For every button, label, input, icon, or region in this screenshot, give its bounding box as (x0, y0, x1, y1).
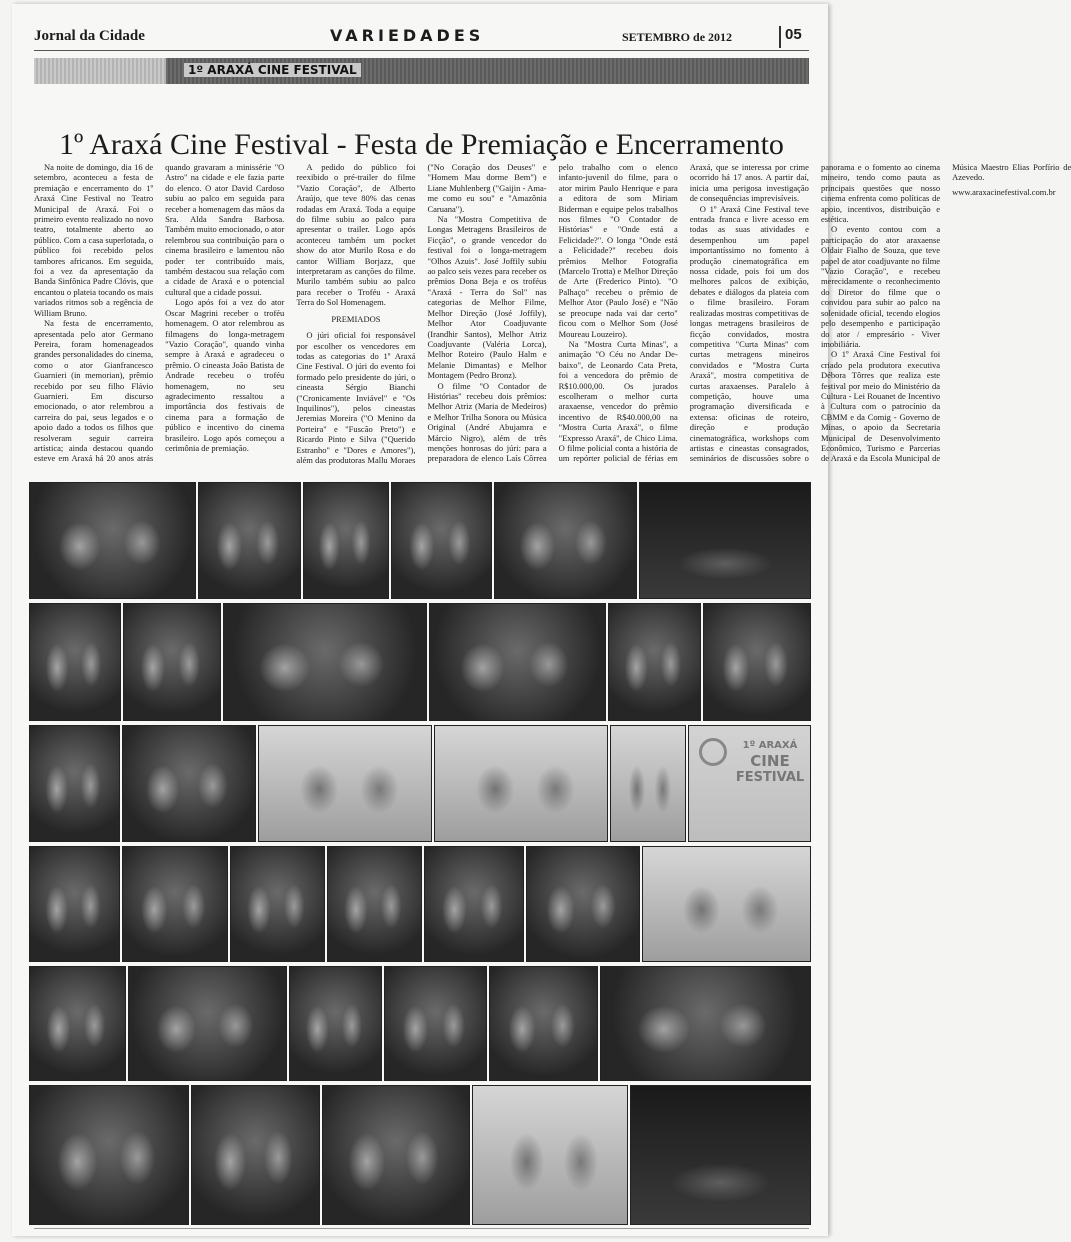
article-paragraph: O 1º Araxá Cine Festival foi criado pela produtora executiva Débora Tôrres que realiza este festival por meio do Ministério da Cultura - Lei Rouanet de Incentivo à Cultura com o patrocínio da CBMM e da Comig - Governo de Minas, o apoio da Secretaria Municipal de Desenvolvimento Econômico, Turismo e Parcerias de Araxá e da Escola Municipal de Música Maestro Elias Porfírio de Azevedo. (820, 162, 1071, 464)
event-photo (289, 966, 382, 1081)
event-photo (429, 603, 606, 721)
issue-date: SETEMBRO de 2012 (622, 30, 733, 44)
event-photo (526, 846, 640, 962)
article-headline: 1º Araxá Cine Festival - Festa de Premiação e Encerramento (59, 128, 784, 162)
event-photo (434, 725, 608, 842)
event-photo (494, 482, 637, 599)
logo-line-1: 1º ARAXÁ (742, 740, 798, 751)
article-paragraph: O júri oficial foi responsável por escolher os vencedores em todas as categorias do 1º Araxá Cine Festival. O júri do evento foi formado pelo presidente do júri, o cineasta Sérgio Bianchi ("Cronicamente Inviável" e "Os Inquilinos"), pelos cineastas Jeremias Moreira ("O Menino da Porteira" e "Fuscão Preto") e Ricardo Pinto e Silva ("Querido Estranho" e "Dores e Amores"), além das produtoras Mallu Moraes ("No Coração dos Deuses" e "Homem Mau dorme Bem") e Liane Muhlenberg ("Gaijin - Ama-me como eu sou" e "Amazônia Caruana"). (296, 162, 547, 465)
event-photo (258, 725, 432, 842)
newspaper-page (12, 4, 1071, 1236)
event-photo (29, 725, 120, 842)
event-photo (29, 603, 121, 721)
article-body (34, 162, 1071, 474)
article-paragraph: Na noite de domingo, dia 16 de setembro, aconteceu a festa de premiação e encerramento do 1º Araxá Cine Festival no Teatro Municipal de Araxá. Foi o primeiro evento realizado no novo teatro, totalmente aberto ao público. Com a casa superlotada, o público foi recebido pelos tambores africanos. Em seguida, foi a vez da apresentação da Banda Sinfônica Padre Clóvis, que encantou o plateia tocando os mais variados ritmos sob a regência de William Bruno. (34, 162, 154, 318)
event-photo (384, 966, 487, 1081)
event-photo (327, 846, 422, 962)
masthead (34, 26, 809, 52)
article-paragraph: O 1º Araxá Cine Festival teve entrada franca e livre acesso em todas as suas atividades e desempenhou um papel importantíssimo no fomento à produção cinematográfica em nossa cidade, pois foi um dos melhores palcos de exibição, debates e diálogos da plateia com o filme brasileiro. Foram realizadas mostras competitivas de longas metragens brasileiros de ficção convidados, mostra competitiva "Curta Minas" com curtas metragens mineiros convidados e "Mostra Curta Araxá", mostra competitiva de curtas araxaenses. Paralelo à competição, houve uma programação diversificada e extensa: oficinas de roteiro, direção e produção cinematográfica, workshops com artistas e cineastas consagrados, seminários de discussões sobre o panorama e o fomento ao cinema mineiro, tendo como pauta as principais questões que nosso cinema enfrenta como políticas de apoio, incentivos, distribuição e estética. (689, 162, 941, 464)
article-paragraph: Logo após foi a vez do ator Oscar Magrini receber o troféu homenagem. O ator relembrou as filmagens do longa-metragem "Vazio Coração", quando vinha sempre à Araxá e agradeceu o prêmio. O cineasta João Batista de Andrade recebeu o troféu homenagem, no seu agradecimento ressaltou a importância dos festivais de cinema para a formação de público e incentivo do cinema brasileiro. Logo após começou a cerimônia de premiação. (165, 297, 285, 453)
event-photo (489, 966, 598, 1081)
event-photo (608, 603, 701, 721)
event-photo (29, 846, 120, 962)
article-paragraph: O filme "O Contador de Histórias" recebeu dois prêmios: Melhor Atriz (Maria de Medeiros) e Melhor Trilha Sonora ou Música Original (André Abujamra e Márcio Nigro), além de três menções honrosas do júri: para a preparadora de elenco Laís Côrrea pelo trabalho com o elenco infanto-juvenil do filme, para o ator mirim Paulo Henrique e para a editora de som Miriam Biderman e equipe pelos trabalhos nos filmes "O Contador de Histórias" e "Onde está a Felicidade?". O longa "Onde está a Felicidade?" recebeu dois prêmios Melhor Fotografia (Marcelo Trotta) e Melhor Direção de Arte (Frederico Pinto). "O Palhaço" recebeu o prêmio de Melhor Ator (Paulo José) e "Não se preocupe nada vai dar certo" ficou com o Melhor Som (José Moureau Louzeiro). (427, 162, 678, 464)
event-photo (122, 725, 256, 842)
article-paragraph: Na "Mostra Curta Minas", a animação "O Céu no Andar De-baixo", de Leonardo Cata Preta, foi a vencedora do prêmio de R$10.000,00. Os jurados escolheram o melhor curta araxaense, vencedor do prêmio incentivo de R$40.000,00 na "Mostra Curta Araxá", o filme "Expresso Araxá", de Chico Lima. O filme policial conta a história de um repórter policial de férias em Araxá, que se interessa por crime ocorrido há 17 anos. A partir daí, inicia uma perigosa investigação de consequências imprevisíveis. (558, 162, 809, 464)
newspaper-name: Jornal da Cidade (34, 28, 145, 44)
event-photo (424, 846, 524, 962)
event-photo (703, 603, 811, 721)
event-photo (600, 966, 811, 1081)
article-paragraph: A pedido do público foi reexibido o pré-trailer do filme "Vazio Coração", de Alberto Araújo, que teve 80% das cenas rodadas em Araxá. Toda a equipe do filme subiu ao palco para apresentar o trailer. Logo após aconteceu também um pocket show do ator Murilo Rosa e do cantor William Borjazz, que interpretaram as canções do filme. Murilo também subiu ao palco para receber o Troféu - Araxá Terra do Sol Homenagem. (296, 162, 416, 308)
event-photo (128, 966, 287, 1081)
event-photo (29, 1085, 189, 1225)
article-paragraph: Na "Mostra Competitiva de Longas Metragens Brasileiros de Ficção", o grande vencedor do festival foi o longa-metragem "Olhos Azuis". José Joffily subiu ao palco seis vezes para receber os prêmios Dona Beja e os troféus "Araxá - Terra do Sol" nas categorias de Melhor Filme, Melhor Direção (José Joffily), Melhor Ator Coadjuvante (Irandhir Santos), Melhor Atriz Coadjuvante (Valéria Lorca), Melhor Roteiro (Paulo Halm e Melanie Dimantas) e Melhor Montagem (Pedro Bronz). (427, 214, 547, 381)
event-photo (230, 846, 325, 962)
banner-accent (34, 58, 166, 84)
event-photo (223, 603, 427, 721)
event-photo (123, 603, 221, 721)
event-photo (610, 725, 686, 842)
event-photo (639, 482, 811, 599)
event-photo (29, 482, 196, 599)
festival-logo (689, 726, 810, 841)
article-paragraph: Na festa de encerramento, apresentada pelo ator Germano Pereira, foram homenageados grandes personalidades do cinema, como o ator Gianfrancesco Guarnieri (in memorian), prêmio recebido por seu filho Flávio Guarnieri. Em discurso emocionado, o ator relembrou a carreira do pai, seus legados e o apoio dado a todos os filhos que resolveram seguir carreira artística; ainda destacou quando esteve em Araxá há 20 anos atrás quando gravaram a minissérie "O Astro" na cidade e ele fazia parte do elenco. O ator David Cardoso subiu ao palco em seguida para receber a homenagem das mãos da Sra. Alda Sandra Barbosa. Também muito emocionado, o ator relembrou sua contribuição para o cinema brasileiro e lamentou não poder ter contribuído mais, também destacou sua relação com a cidade de Araxá e o potencial cultural que a cidade possui. (34, 162, 285, 464)
event-photo (472, 1085, 628, 1225)
event-photo (122, 846, 228, 962)
festival-website: www.araxacinefestival.com.br (952, 186, 1056, 197)
footer-rule (34, 1228, 809, 1229)
banner-label: 1º ARAXÁ CINE FESTIVAL (184, 63, 361, 77)
article-subhead: PREMIADOS (331, 313, 381, 324)
festival-logo-photo (688, 725, 811, 842)
event-photo (29, 966, 126, 1081)
article-paragraph: O evento contou com a participação do ator araxaense Oldair Fialho de Souza, que teve papel de ator coadjuvante no filme "Vazio Coração", e recebeu merecidamente o reconhecimento do Diretor do filme que o convidou para subir ao palco na solenidade oficial, tecendo elogios pelo desempenho e participação do ator / empresário - Viver imobiliária. (820, 224, 941, 349)
event-photo (630, 1085, 811, 1225)
page-number: 05 (779, 26, 802, 48)
film-reel-icon (699, 738, 727, 766)
section-title: VARIEDADES (330, 26, 485, 45)
event-photo (322, 1085, 470, 1225)
event-photo (303, 482, 389, 599)
logo-line-2: CINE (750, 752, 790, 770)
event-photo (642, 846, 811, 962)
event-photo (391, 482, 492, 599)
header-rule (34, 50, 809, 51)
logo-line-3: FESTIVAL (735, 770, 805, 785)
section-banner (34, 58, 809, 84)
event-photo (198, 482, 301, 599)
event-photo (191, 1085, 320, 1225)
